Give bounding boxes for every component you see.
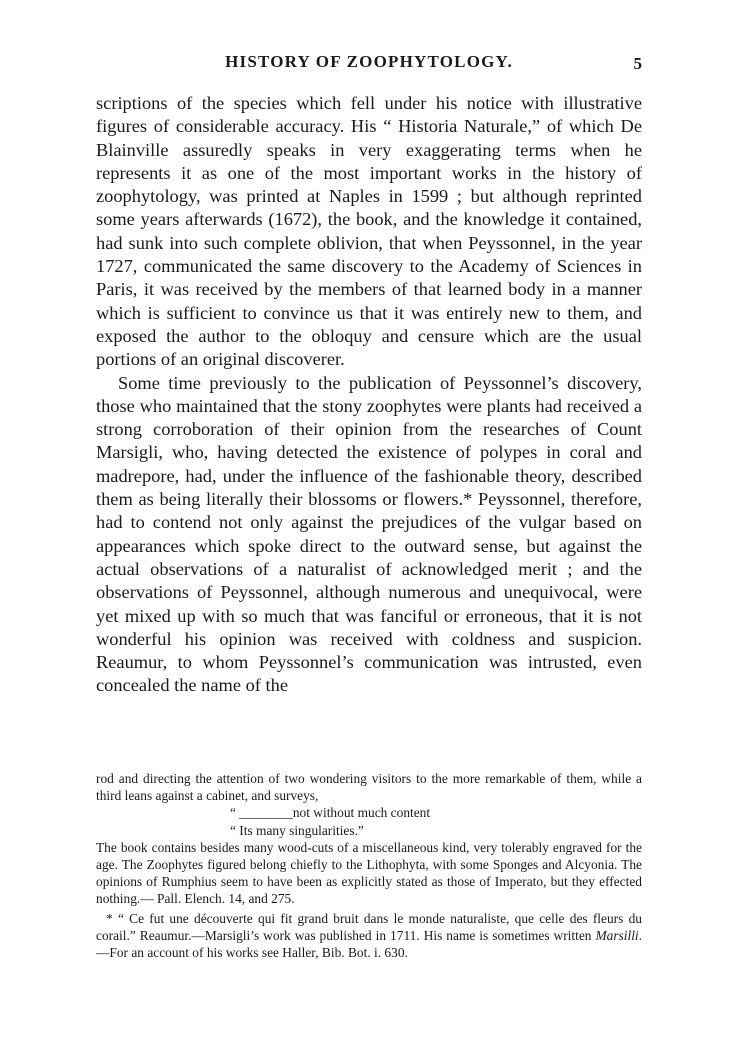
page-header [96, 52, 642, 76]
main-text [96, 92, 642, 698]
footnote-quote-line-1: “ ________not without much content [230, 805, 431, 821]
page-number: 5 [633, 54, 642, 73]
footnote-asterisk [96, 910, 642, 962]
footnote-quote-line-2: “ Its many singularities.” [230, 822, 364, 838]
footnote-asterisk-text-a: * “ Ce fut une découverte qui fit grand bruit dans le monde naturaliste, que celle des fleurs du corail.” Reaumur.—Marsigli’s work was published in 1711. His name is sometimes written [96, 910, 642, 943]
footnote-asterisk-text-b: .—For an account of his works see Haller, Bib. Bot. i. 630. [96, 927, 642, 961]
footnote-continued: rod and directing the attention of two wondering visitors to the more remarkable of them, while a third leans against a cabinet, and surveys, [96, 771, 642, 804]
footnote-asterisk-italic: Marsilli [595, 927, 639, 943]
footnote-continued-after-quote: The book contains besides many wood-cuts of a miscellaneous kind, very tolerably engraved for the age. The Zoophytes figured belong chiefly to the Lithophyta, with some Sponges and Alcyonia. The opinions of Rumphius seem to have been as explicitly stated as those of Imperato, but they effected nothing.— Pall. Elench. 14, and 275. [96, 839, 642, 907]
running-title: HISTORY OF ZOOPHYTOLOGY. [225, 52, 513, 71]
paragraph-2: Some time previously to the publication of Peyssonnel’s discovery, those who maintained that the stony zoophytes were plants had received a strong corroboration of their opinion from the researches of Count Marsigli, who, having detected the existence of polypes in coral and madrepore, had, under the influence of the fashionable theory, described them as being literally their blossoms or flowers.* Peyssonnel, therefore, had to contend not only against the prejudices of the vulgar based on appearances which spoke direct to the outward sense, but against the actual observations of a naturalist of acknowledged merit ; and the observations of Peyssonnel, although numerous and unequivocal, were yet mixed up with so much that was fanciful or erroneous, that it is not wonderful his opinion was received with coldness and suspicion. Reaumur, to whom Peyssonnel’s communication was intrusted, even concealed the name of the [96, 372, 642, 696]
footnotes [96, 770, 642, 961]
paragraph-1: scriptions of the species which fell under his notice with illustrative figures of considerable accuracy. His “ Historia Naturale,” of which De Blainville assuredly speaks in very exaggerating terms when he represents it as one of the most important works in the history of zoophytology, was printed at Naples in 1599 ; but although reprinted some years afterwards (1672), the book, and the knowledge it contained, had sunk into such complete oblivion, that when Peyssonnel, in the year 1727, communicated the same discovery to the Academy of Sciences in Paris, it was received by the members of that learned body in a manner which is sufficient to convince us that it was entirely new to them, and exposed the author to the obloquy and censure which are the usual portions of an original discoverer. [96, 93, 642, 370]
